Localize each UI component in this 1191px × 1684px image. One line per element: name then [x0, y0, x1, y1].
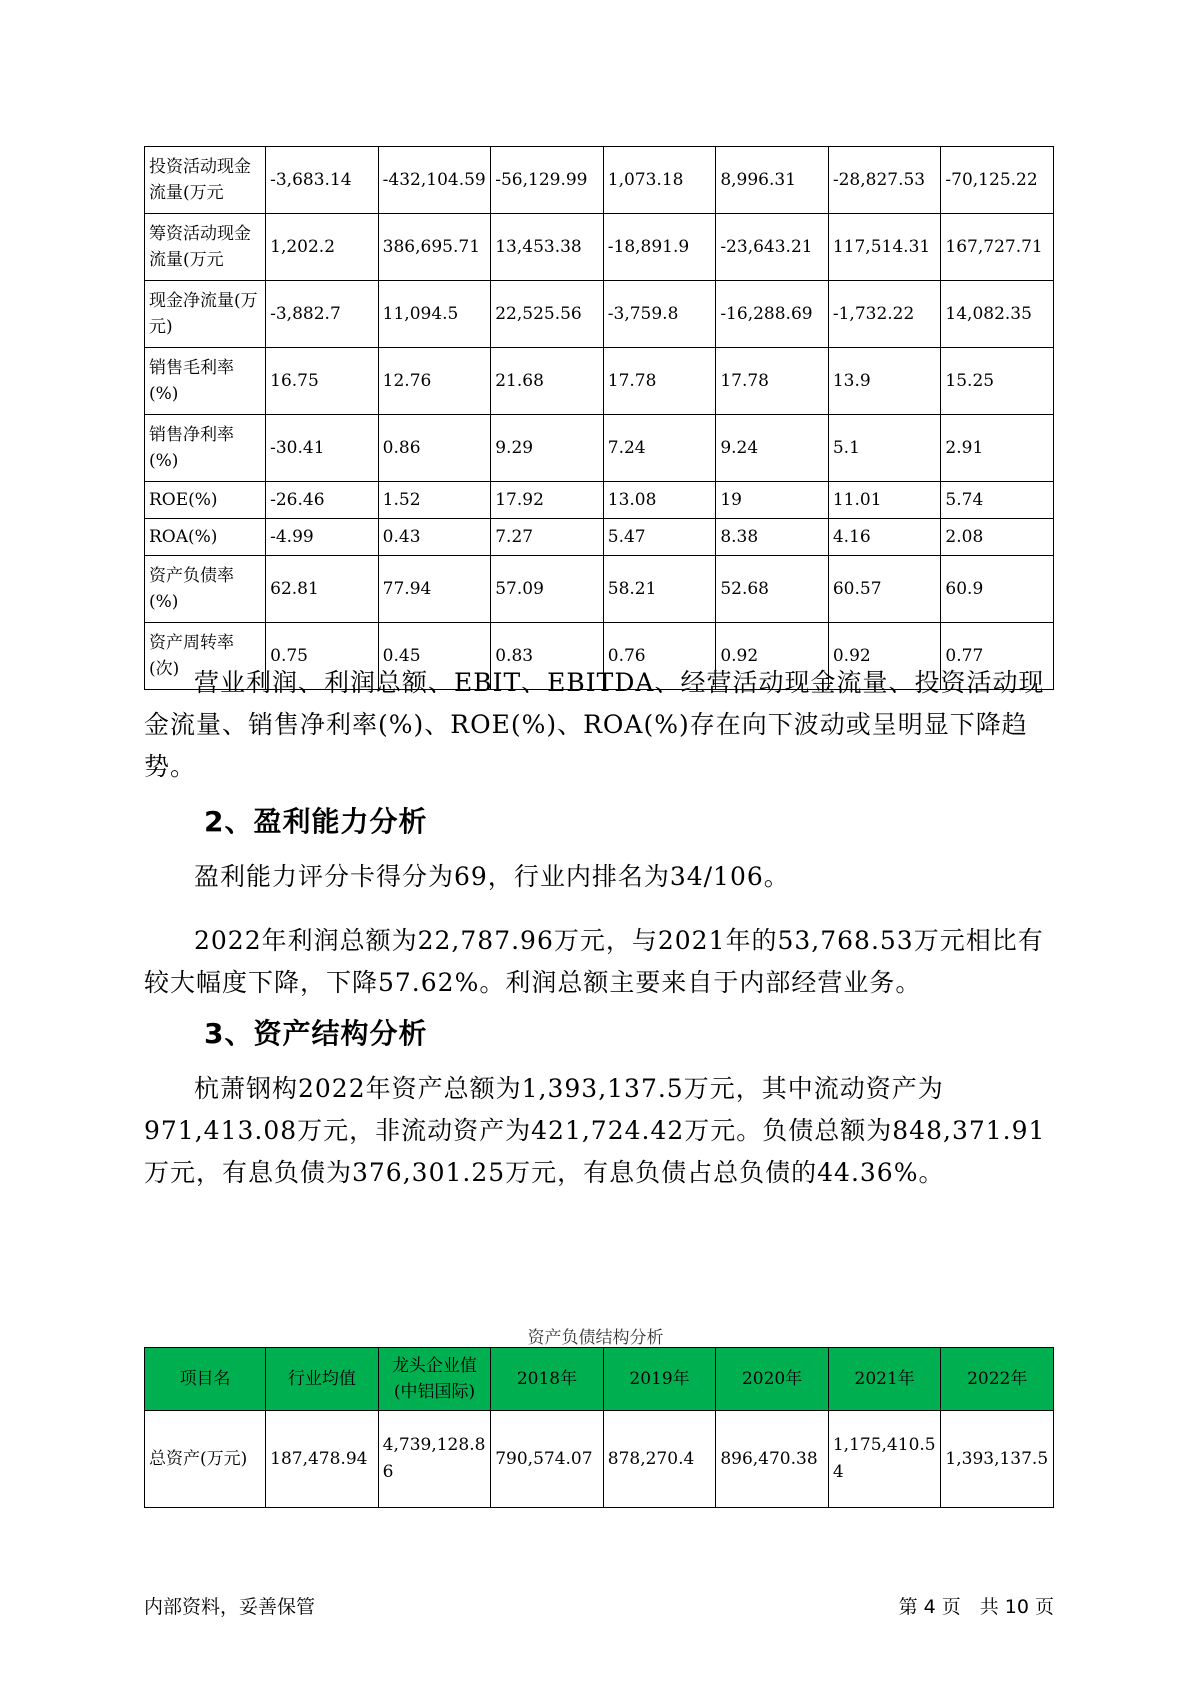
table-cell: 58.21 [603, 556, 716, 623]
table-cell: 19 [716, 482, 829, 519]
table-cell: -3,882.7 [266, 281, 379, 348]
table-cell: 13,453.38 [491, 214, 604, 281]
table-cell: 11.01 [828, 482, 941, 519]
table-cell: 1,202.2 [266, 214, 379, 281]
table-cell: -23,643.21 [716, 214, 829, 281]
column-header: 2019年 [603, 1348, 716, 1411]
table-cell: 1.52 [378, 482, 491, 519]
table-cell: 8.38 [716, 519, 829, 556]
table-cell: 9.29 [491, 415, 604, 482]
table-cell: -26.46 [266, 482, 379, 519]
table-cell: 878,270.4 [603, 1411, 716, 1508]
row-label: ROA(%) [145, 519, 266, 556]
column-header: 行业均值 [266, 1348, 379, 1411]
table-cell: 0.92 [828, 623, 941, 690]
table-row [145, 147, 1054, 214]
table-cell: 7.27 [491, 519, 604, 556]
table-row [145, 556, 1054, 623]
asset-structure-paragraph: 杭萧钢构2022年资产总额为1,393,137.5万元，其中流动资产为971,413.08万元，非流动资产为421,724.42万元。负债总额为848,371.91万元，有息负债为376,301.25万元，有息负债占总负债的44.36%。 [144, 1074, 1046, 1187]
table-cell: 187,478.94 [266, 1411, 379, 1508]
table-cell: 5.1 [828, 415, 941, 482]
row-label: 现金净流量(万元) [145, 281, 266, 348]
column-header: 2020年 [716, 1348, 829, 1411]
table-cell: 167,727.71 [941, 214, 1054, 281]
table-cell: 0.43 [378, 519, 491, 556]
row-label: 资产周转率(次) [145, 623, 266, 690]
table-cell: 0.45 [378, 623, 491, 690]
page-number: 第 4 页 共 10 页 [898, 1596, 1054, 1618]
table-row [145, 281, 1054, 348]
financial-indicators-table [144, 146, 1054, 690]
row-label: 销售净利率(%) [145, 415, 266, 482]
table-cell: 22,525.56 [491, 281, 604, 348]
row-label: 销售毛利率(%) [145, 348, 266, 415]
table-cell: 5.74 [941, 482, 1054, 519]
table-cell: 0.76 [603, 623, 716, 690]
section3-heading: 3、资产结构分析 [204, 1017, 428, 1050]
table-cell: 21.68 [491, 348, 604, 415]
table-cell: 0.92 [716, 623, 829, 690]
table-cell: -432,104.59 [378, 147, 491, 214]
table-cell: 60.57 [828, 556, 941, 623]
table-cell: 386,695.71 [378, 214, 491, 281]
table-cell: 12.76 [378, 348, 491, 415]
table-cell: -3,683.14 [266, 147, 379, 214]
row-label: 筹资活动现金流量(万元 [145, 214, 266, 281]
table-cell: 0.77 [941, 623, 1054, 690]
table-cell: 14,082.35 [941, 281, 1054, 348]
table-cell: 17.92 [491, 482, 604, 519]
column-header: 2018年 [491, 1348, 604, 1411]
table-cell: 17.78 [716, 348, 829, 415]
row-label: ROE(%) [145, 482, 266, 519]
table-caption: 资产负债结构分析 [527, 1328, 664, 1348]
row-label: 资产负债率(%) [145, 556, 266, 623]
table-cell: 13.08 [603, 482, 716, 519]
table-cell: 1,073.18 [603, 147, 716, 214]
table-cell: -16,288.69 [716, 281, 829, 348]
table-cell: -18,891.9 [603, 214, 716, 281]
table-row [145, 214, 1054, 281]
column-header: 项目名 [145, 1348, 266, 1411]
table-cell: 117,514.31 [828, 214, 941, 281]
table-cell: 896,470.38 [716, 1411, 829, 1508]
table-cell: 17.78 [603, 348, 716, 415]
table-cell: 16.75 [266, 348, 379, 415]
table-cell: 7.24 [603, 415, 716, 482]
table-cell: -70,125.22 [941, 147, 1054, 214]
table-row [145, 415, 1054, 482]
table-row [145, 1411, 1054, 1508]
row-label: 总资产(万元) [145, 1411, 266, 1508]
table-cell: 0.86 [378, 415, 491, 482]
column-header: 龙头企业值(中铝国际) [378, 1348, 491, 1411]
table-cell: 4,739,128.86 [378, 1411, 491, 1508]
table-cell: -56,129.99 [491, 147, 604, 214]
profitability-score-paragraph: 盈利能力评分卡得分为69，行业内排名为34/106。 [194, 862, 790, 891]
table-cell: 60.9 [941, 556, 1054, 623]
table-row [145, 348, 1054, 415]
table-cell: -28,827.53 [828, 147, 941, 214]
table-cell: 9.24 [716, 415, 829, 482]
footer-confidential-note: 内部资料，妥善保管 [144, 1596, 316, 1618]
table-cell: -1,732.22 [828, 281, 941, 348]
table-cell: 4.16 [828, 519, 941, 556]
table-cell: 57.09 [491, 556, 604, 623]
table-cell: 15.25 [941, 348, 1054, 415]
table-cell: 77.94 [378, 556, 491, 623]
table-cell: 8,996.31 [716, 147, 829, 214]
trend-paragraph: 营业利润、利润总额、EBIT、EBITDA、经营活动现金流量、投资活动现金流量、销售净利率(%)、ROE(%)、ROA(%)存在向下波动或呈明显下降趋势。 [144, 668, 1045, 781]
table-cell: 62.81 [266, 556, 379, 623]
table-cell: 52.68 [716, 556, 829, 623]
table-header-row [145, 1348, 1054, 1411]
table-cell: 5.47 [603, 519, 716, 556]
table-row [145, 519, 1054, 556]
table-cell: 13.9 [828, 348, 941, 415]
column-header: 2021年 [828, 1348, 941, 1411]
column-header: 2022年 [941, 1348, 1054, 1411]
table-cell: -4.99 [266, 519, 379, 556]
table-cell: 1,175,410.54 [828, 1411, 941, 1508]
section2-heading: 2、盈利能力分析 [204, 805, 428, 838]
row-label: 投资活动现金流量(万元 [145, 147, 266, 214]
table-cell: 0.75 [266, 623, 379, 690]
profit-total-paragraph: 2022年利润总额为22,787.96万元，与2021年的53,768.53万元相比有较大幅度下降，下降57.62%。利润总额主要来自于内部经营业务。 [144, 926, 1044, 997]
table-cell: 0.83 [491, 623, 604, 690]
table-cell: 2.91 [941, 415, 1054, 482]
table-cell: 790,574.07 [491, 1411, 604, 1508]
table-cell: 2.08 [941, 519, 1054, 556]
table-cell: -3,759.8 [603, 281, 716, 348]
balance-sheet-structure-table [144, 1347, 1054, 1508]
table-cell: 11,094.5 [378, 281, 491, 348]
table-cell: -30.41 [266, 415, 379, 482]
table-row [145, 482, 1054, 519]
table-cell: 1,393,137.5 [941, 1411, 1054, 1508]
